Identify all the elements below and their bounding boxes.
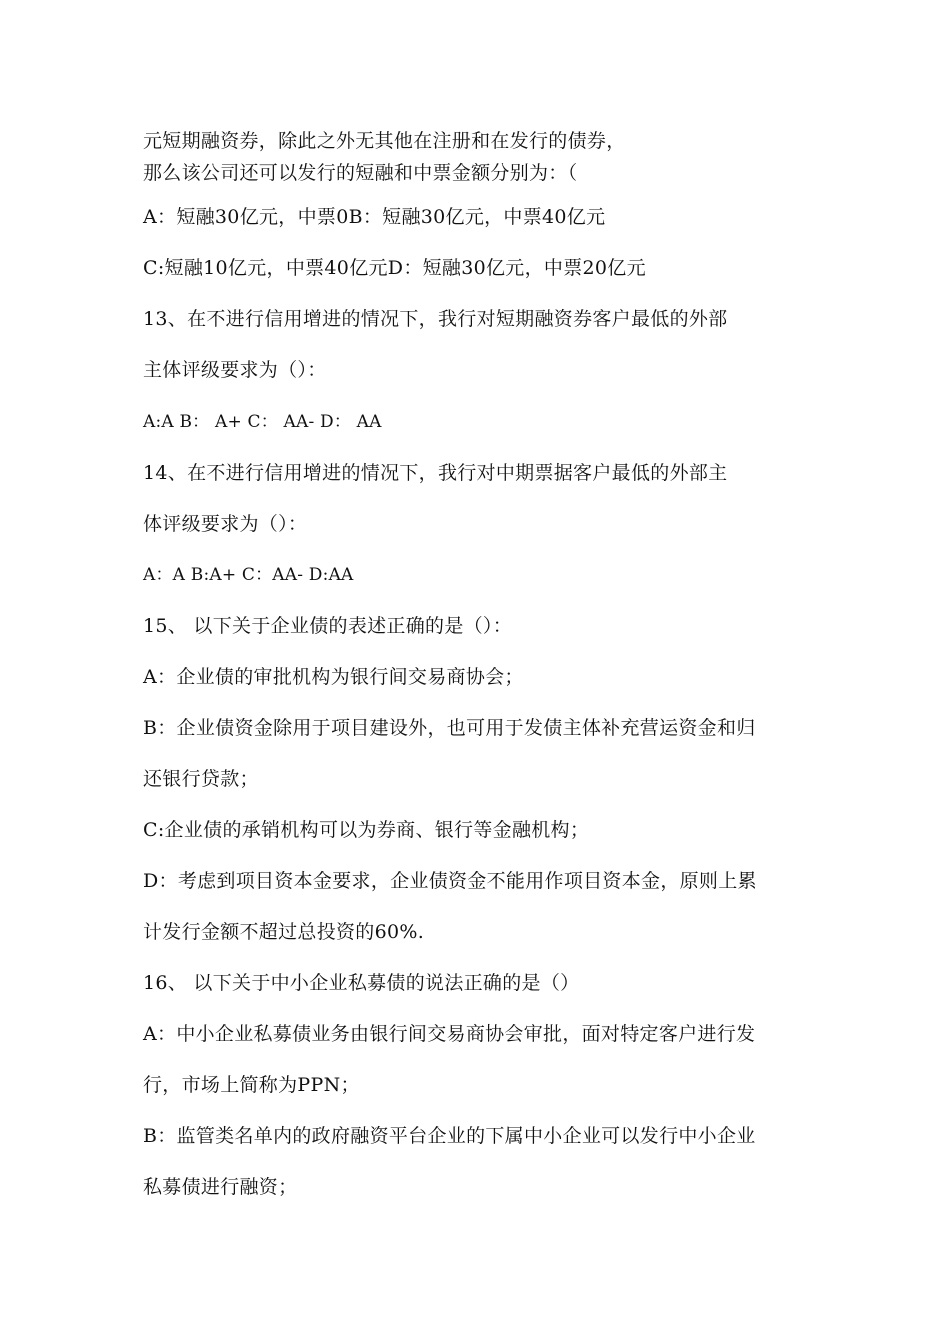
text-line-2: 那么该公司还可以发行的短融和中票金额分别为：（ [143,162,578,184]
question-14: 14、在不进行信用增进的情况下，我行对中期票据客户最低的外部主 [143,462,728,484]
option-a: A：中小企业私募债业务由银行间交易商协会审批，面对特定客户进行发 [143,1023,756,1045]
option-d-cont: 计发行金额不超过总投资的60%. [143,921,425,943]
option-b: B：企业债资金除用于项目建设外，也可用于发债主体补充营运资金和归 [143,717,756,739]
option-d: D：考虑到项目资本金要求，企业债资金不能用作项目资本金，原则上累 [143,870,757,892]
question-13-cont: 主体评级要求为（）： [143,359,327,381]
option-line: A：A B:A+ C：AA- D:AA [143,565,354,585]
option-a-cont: 行，市场上简称为PPN； [143,1074,360,1096]
option-line: A：短融30亿元，中票0B：短融30亿元，中票40亿元 [143,206,606,228]
option-line: A:A B： A+ C： AA- D： AA [143,412,382,432]
question-14-cont: 体评级要求为（）： [143,513,308,535]
option-a: A：企业债的审批机构为银行间交易商协会； [143,666,524,688]
option-c: C:企业债的承销机构可以为券商、银行等金融机构； [143,819,590,841]
question-15: 15、 以下关于企业债的表述正确的是（）： [143,615,513,637]
option-b-cont: 私募债进行融资； [143,1176,298,1198]
question-16: 16、 以下关于中小企业私募债的说法正确的是（） [143,972,580,994]
text-line-1: 元短期融资券，除此之外无其他在注册和在发行的债券， [143,130,626,152]
option-b-cont: 还银行贷款； [143,768,259,790]
option-line: C:短融10亿元，中票40亿元D：短融30亿元，中票20亿元 [143,257,646,279]
option-b: B：监管类名单内的政府融资平台企业的下属中小企业可以发行中小企业 [143,1125,756,1147]
question-13: 13、在不进行信用增进的情况下，我行对短期融资券客户最低的外部 [143,308,728,330]
